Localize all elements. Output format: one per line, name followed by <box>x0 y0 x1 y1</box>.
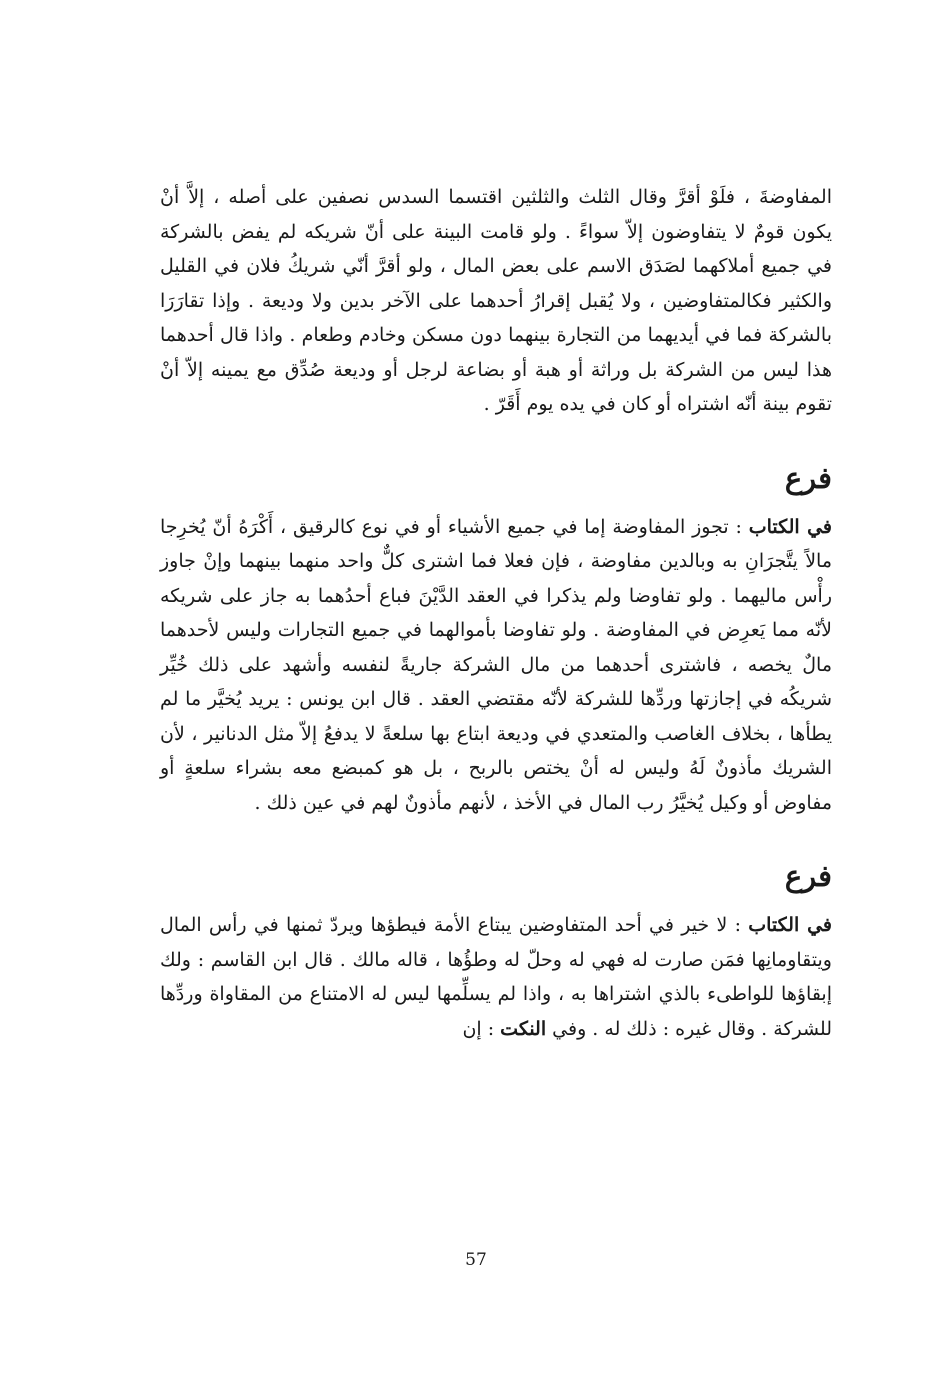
paragraph-2 <box>160 510 832 821</box>
section-heading-2: فرع <box>784 859 832 893</box>
paragraph-3-body-a: : لا خير في أحد المتفاوضين يبتاع الأمة فيطؤها ويردّ ثمنها في رأس المال ويتقاومانِها فمَن صارت له فهي له وحلّ له وطؤُها ، قاله مالك . قال ابن القاسم : ولك إبقاؤها للواطىء بالذي اشتراها به ، واذا لم يسلِّمها ليس له الامتناع من المقاواة وردِّها للشركة . وقال غيره : ذلك له . وفي <box>160 914 832 1040</box>
paragraph-3-body-b: : إن <box>462 1017 501 1040</box>
paragraph-2-body: : تجوز المفاوضة إما في جميع الأشياء أو في نوع كالرقيق ، أَكْرَهُ أنّ يُخرِجا مالاً يتَّجرَانِ به وبالدين مفاوضة ، فإن فعلا فما اشترى كلٌّ واحد منهما بينهما وإنْ جاوز رأْس ماليهما . ولو تفاوضا ولم يذكرا في العقد الدَّيْنَ فباع أحدُهما به جاز على شريكه لأنّه مما يَعرِض في المفاوضة . ولو تفاوضا بأموالهما في جميع التجارات وليس لأحدهما مالٌ يخصه ، فاشترى أحدهما من مال الشركة جاريةً لنفسه وأشهد على ذلك خُيِّر شريكُه في إجازتها وردِّها للشركة لأنّه مقتضي العقد . قال ابن يونس : يريد يُخيَّر ما لم يطأها ، بخلاف الغاصب والمتعدي في وديعة ابتاع بها سلعةً لا يدفعُ إلاّ مثل الدنانير ، لأن الشريك مأذونٌ لَهُ وليس له أنْ يختص بالربح ، بل هو كمبضع معه بشراء سلعةٍ أو مفاوض أو وكيل يُخيَّرُ رب المال في الأخذ ، لأنهم مأذونٌ لهم في عين ذلك . <box>160 515 832 814</box>
section-heading-1: فرع <box>784 460 832 495</box>
paragraph-3-bold-term: النكت <box>500 1017 547 1040</box>
page-content <box>160 180 832 1046</box>
paragraph-3 <box>160 908 832 1046</box>
paragraph-3-lead: في الكتاب <box>748 914 832 936</box>
paragraph-1: المفاوضةَ ، فلَوْ أقرَّ وقال الثلث والثلثين اقتسما السدس نصفين على أصله ، إلاَّ أنْ يكون قومٌ لا يتفاوضون إلاّ سواءً . ولو قامت البينة على أنّ شريكه لم يفض بالشركة في جميع أملاكهما لصَدَق الاسم على بعض المال ، ولو أقرَّ أنّي شريكُ فلان في القليل والكثير فكالمتفاوضين ، ولا يُقبل إقرارُ أحدهما على الآخر بدين ولا وديعة . وإذا تقارَرَا بالشركة فما في أيديهما من التجارة بينهما دون مسكن وخادم وطعام . واذا قال أحدهما هذا ليس من الشركة بل وراثة أو هبة أو بضاعة لرجل أو وديعة صُدِّق مع يمينه إلاّ أنْ تقوم بينة أنّه اشتراه أو كان في يده يوم أَقَرّ . <box>160 186 832 415</box>
page-number: 57 <box>465 1250 487 1270</box>
paragraph-2-lead: في الكتاب <box>748 515 832 538</box>
